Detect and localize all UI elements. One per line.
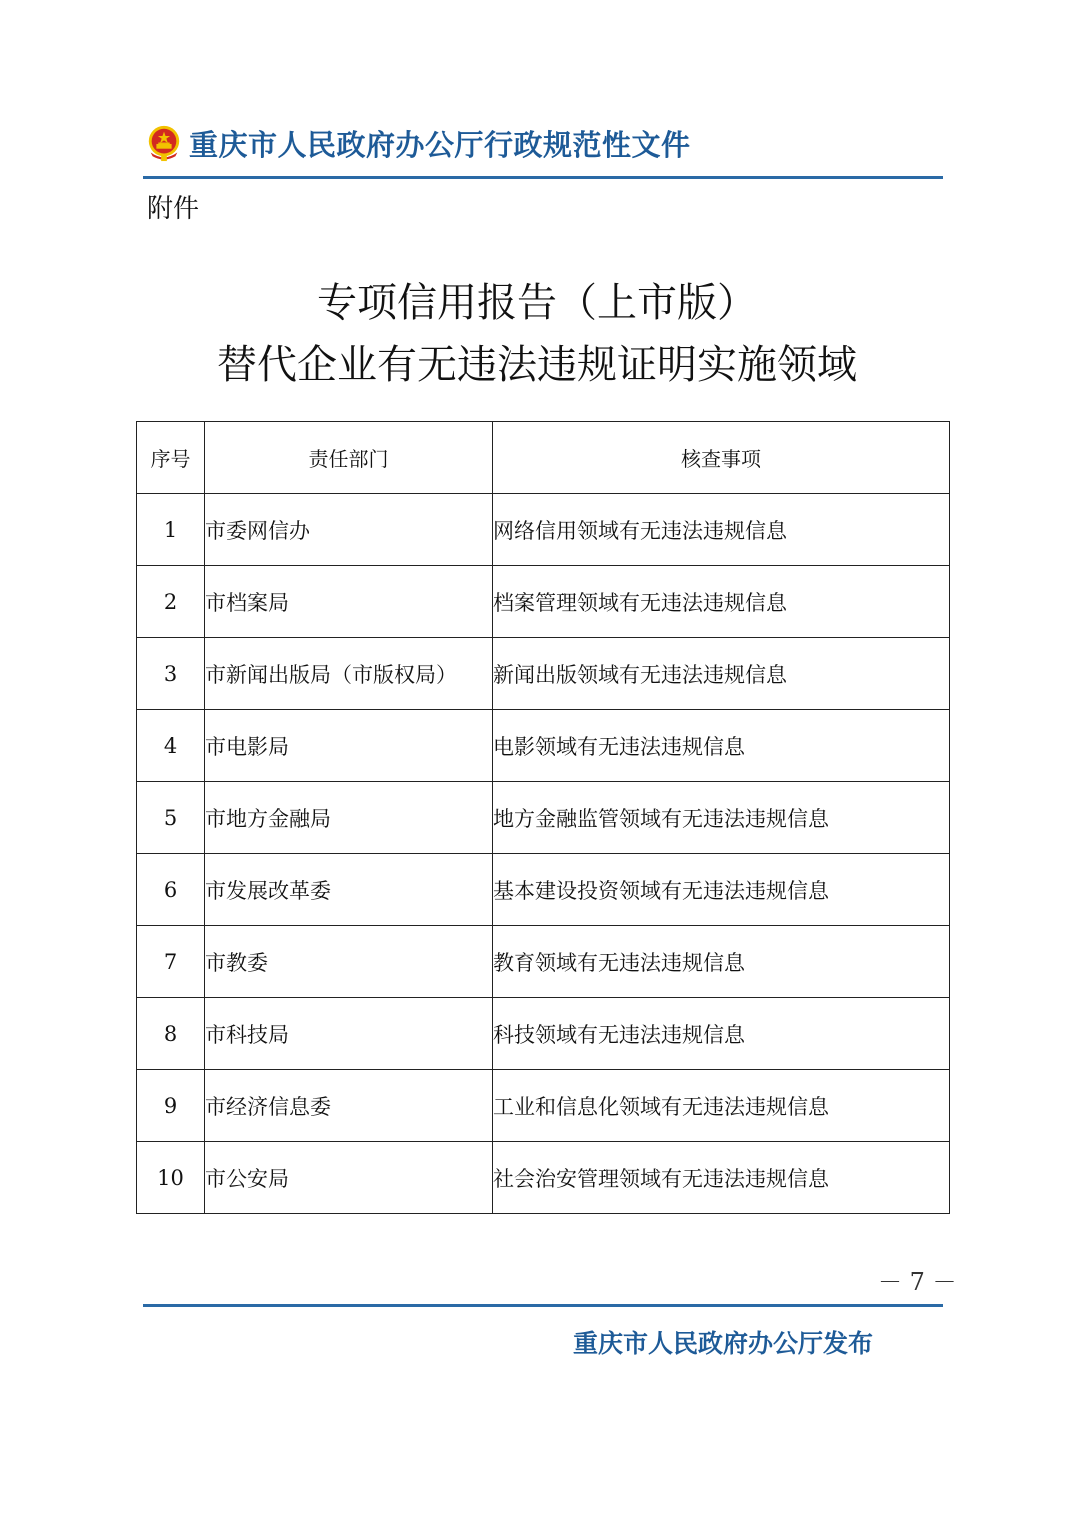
table-header-row <box>137 422 950 494</box>
footer-divider <box>143 1304 943 1307</box>
table-row <box>137 494 950 566</box>
table-row <box>137 638 950 710</box>
row-check-item: 教育领域有无违法违规信息 <box>493 926 950 998</box>
row-department: 市经济信息委 <box>205 1070 493 1142</box>
row-number: 1 <box>137 494 205 566</box>
row-department: 市教委 <box>205 926 493 998</box>
column-header-number: 序号 <box>137 422 205 494</box>
attachment-label: 附件 <box>147 194 200 224</box>
row-check-item: 电影领域有无违法违规信息 <box>493 710 950 782</box>
document-title-line2: 替代企业有无违法违规证明实施领域 <box>217 342 857 388</box>
row-department: 市发展改革委 <box>205 854 493 926</box>
header-divider <box>143 176 943 179</box>
header-title: 重庆市人民政府办公厅行政规范性文件 <box>189 127 691 162</box>
footer-publisher: 重庆市人民政府办公厅发布 <box>573 1329 874 1358</box>
table-row <box>137 782 950 854</box>
row-number: 3 <box>137 638 205 710</box>
row-number: 10 <box>137 1142 205 1214</box>
row-check-item: 科技领域有无违法违规信息 <box>493 998 950 1070</box>
table-row <box>137 1070 950 1142</box>
row-department: 市公安局 <box>205 1142 493 1214</box>
document-header <box>145 121 691 165</box>
row-number: 6 <box>137 854 205 926</box>
row-number: 7 <box>137 926 205 998</box>
row-check-item: 网络信用领域有无违法违规信息 <box>493 494 950 566</box>
row-department: 市地方金融局 <box>205 782 493 854</box>
row-check-item: 工业和信息化领域有无违法违规信息 <box>493 1070 950 1142</box>
row-number: 8 <box>137 998 205 1070</box>
row-check-item: 新闻出版领域有无违法违规信息 <box>493 638 950 710</box>
row-department: 市委网信办 <box>205 494 493 566</box>
row-department: 市档案局 <box>205 566 493 638</box>
row-number: 4 <box>137 710 205 782</box>
column-header-department: 责任部门 <box>205 422 493 494</box>
table-row <box>137 926 950 998</box>
row-department: 市科技局 <box>205 998 493 1070</box>
row-department: 市电影局 <box>205 710 493 782</box>
column-header-item: 核查事项 <box>493 422 950 494</box>
row-number: 2 <box>137 566 205 638</box>
document-title-line1: 专项信用报告（上市版） <box>317 280 757 326</box>
row-check-item: 地方金融监管领域有无违法违规信息 <box>493 782 950 854</box>
row-check-item: 档案管理领域有无违法违规信息 <box>493 566 950 638</box>
row-check-item: 社会治安管理领域有无违法违规信息 <box>493 1142 950 1214</box>
table-row <box>137 566 950 638</box>
table-row <box>137 998 950 1070</box>
table-row <box>137 710 950 782</box>
responsibility-table <box>136 421 950 1214</box>
row-check-item: 基本建设投资领域有无违法违规信息 <box>493 854 950 926</box>
table-row <box>137 1142 950 1214</box>
page-number: － 7 － <box>878 1268 957 1296</box>
row-number: 9 <box>137 1070 205 1142</box>
row-number: 5 <box>137 782 205 854</box>
table-row <box>137 854 950 926</box>
national-emblem-icon <box>145 124 183 162</box>
row-department: 市新闻出版局（市版权局） <box>205 638 493 710</box>
